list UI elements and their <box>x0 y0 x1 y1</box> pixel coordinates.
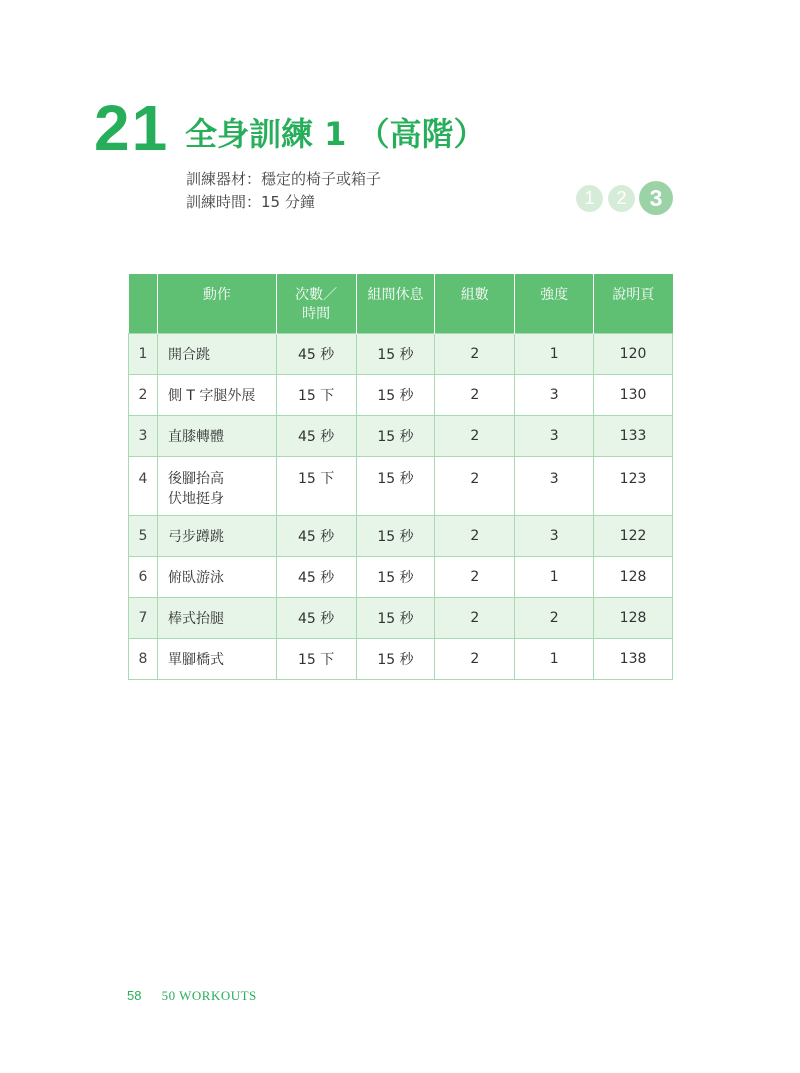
cell-rest: 15 秒 <box>356 374 435 415</box>
cell-sets: 2 <box>435 515 515 556</box>
cell-sets: 2 <box>435 374 515 415</box>
cell-reps: 15 下 <box>276 638 356 679</box>
cell-index: 2 <box>129 374 158 415</box>
cell-intensity: 1 <box>515 638 594 679</box>
duration-line: 訓練時間：15 分鐘 <box>186 193 315 211</box>
cell-reps: 45 秒 <box>276 333 356 374</box>
col-header-index <box>129 274 158 333</box>
col-header-rest: 組間休息 <box>356 274 435 333</box>
cell-page: 130 <box>594 374 673 415</box>
cell-reps: 15 下 <box>276 456 356 515</box>
cell-rest: 15 秒 <box>356 556 435 597</box>
page-footer <box>127 988 257 1004</box>
cell-intensity: 2 <box>515 597 594 638</box>
cell-rest: 15 秒 <box>356 333 435 374</box>
cell-rest: 15 秒 <box>356 597 435 638</box>
cell-page: 133 <box>594 415 673 456</box>
cell-index: 1 <box>129 333 158 374</box>
cell-index: 5 <box>129 515 158 556</box>
cell-intensity: 3 <box>515 415 594 456</box>
cell-rest: 15 秒 <box>356 515 435 556</box>
equipment-line: 訓練器材：穩定的椅子或箱子 <box>186 170 382 188</box>
workout-meta <box>186 168 381 214</box>
cell-intensity: 3 <box>515 515 594 556</box>
cell-index: 7 <box>129 597 158 638</box>
cell-reps: 45 秒 <box>276 597 356 638</box>
cell-sets: 2 <box>435 456 515 515</box>
page-number: 58 <box>127 988 142 1003</box>
cell-reps: 15 下 <box>276 374 356 415</box>
cell-exercise: 直膝轉體 <box>157 415 276 456</box>
cell-page: 128 <box>594 597 673 638</box>
cell-exercise: 俯臥游泳 <box>157 556 276 597</box>
cell-exercise: 弓步蹲跳 <box>157 515 276 556</box>
table-row <box>129 415 673 456</box>
table-row <box>129 374 673 415</box>
col-header-exercise: 動作 <box>157 274 276 333</box>
cell-rest: 15 秒 <box>356 415 435 456</box>
cell-intensity: 1 <box>515 333 594 374</box>
col-header-page: 說明頁 <box>594 274 673 333</box>
cell-rest: 15 秒 <box>356 638 435 679</box>
cell-intensity: 3 <box>515 374 594 415</box>
cell-page: 123 <box>594 456 673 515</box>
cell-page: 138 <box>594 638 673 679</box>
cell-rest: 15 秒 <box>356 456 435 515</box>
workout-number: 21 <box>94 92 170 164</box>
book-title: 50 WORKOUTS <box>161 988 257 1003</box>
cell-reps: 45 秒 <box>276 556 356 597</box>
level-2-badge: 2 <box>608 185 635 212</box>
col-header-intensity: 強度 <box>515 274 594 333</box>
cell-intensity: 1 <box>515 556 594 597</box>
cell-sets: 2 <box>435 333 515 374</box>
workout-table <box>128 274 673 680</box>
workout-title: 全身訓練 1 （高階） <box>185 115 486 153</box>
cell-index: 4 <box>129 456 158 515</box>
cell-exercise: 後腳抬高 伏地挺身 <box>157 456 276 515</box>
level-3-badge-active: 3 <box>639 181 673 215</box>
cell-exercise: 棒式抬腿 <box>157 597 276 638</box>
cell-sets: 2 <box>435 597 515 638</box>
table-row <box>129 333 673 374</box>
cell-intensity: 3 <box>515 456 594 515</box>
cell-sets: 2 <box>435 415 515 456</box>
cell-exercise: 單腳橋式 <box>157 638 276 679</box>
col-header-sets: 組數 <box>435 274 515 333</box>
cell-reps: 45 秒 <box>276 415 356 456</box>
table-row <box>129 556 673 597</box>
cell-index: 3 <box>129 415 158 456</box>
cell-exercise: 開合跳 <box>157 333 276 374</box>
cell-index: 8 <box>129 638 158 679</box>
cell-page: 120 <box>594 333 673 374</box>
cell-exercise: 側 T 字腿外展 <box>157 374 276 415</box>
cell-reps: 45 秒 <box>276 515 356 556</box>
table-row <box>129 597 673 638</box>
level-1-badge: 1 <box>576 185 603 212</box>
table-header-row <box>129 274 673 333</box>
cell-sets: 2 <box>435 638 515 679</box>
table-row <box>129 515 673 556</box>
cell-sets: 2 <box>435 556 515 597</box>
col-header-reps: 次數／ 時間 <box>276 274 356 333</box>
cell-page: 128 <box>594 556 673 597</box>
table-row <box>129 456 673 515</box>
cell-index: 6 <box>129 556 158 597</box>
table-row <box>129 638 673 679</box>
cell-page: 122 <box>594 515 673 556</box>
